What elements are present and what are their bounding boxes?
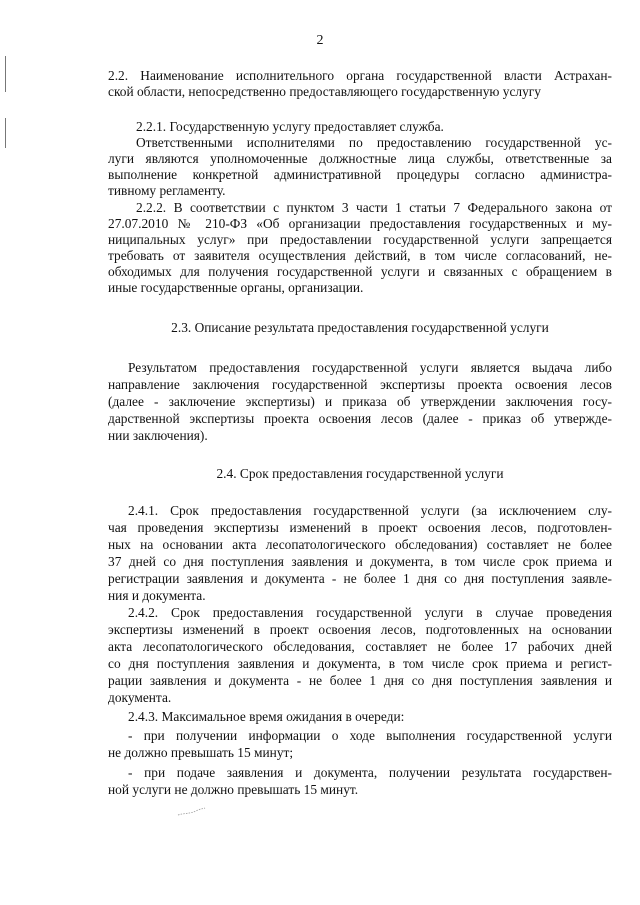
paragraph-line: экспертизы изменений в проект освоения лесов, подготовленных на основании bbox=[108, 622, 612, 637]
paragraph-line: рации заявления и документа - не более 1 дня со дня поступления заявления и bbox=[108, 673, 612, 688]
paragraph-line: ния и документа. bbox=[108, 588, 206, 603]
paragraph-line: - при получении информации о ходе выполнения государственной услуги bbox=[128, 728, 612, 743]
paragraph-line: нии заключения). bbox=[108, 428, 208, 443]
paragraph-line: ных на основании акта лесопатологического обследования) составляет не более bbox=[108, 537, 612, 552]
paragraph-line: (далее - заключение экспертизы) и приказа об утверждении заключения госу- bbox=[108, 394, 612, 409]
paragraph-line: ной услуги не должно превышать 15 минут. bbox=[108, 782, 359, 797]
paragraph-line: ниципальных услуг» при предоставлении государственной услуги запрещается bbox=[108, 232, 612, 247]
paragraph-line: 2.4.3. Максимальное время ожидания в очереди: bbox=[128, 709, 405, 724]
paragraph-line: дарственной экспертизы проекта освоения лесов (далее - приказ об утвержде- bbox=[108, 411, 612, 426]
paragraph-line: 2.2.2. В соответствии с пунктом 3 части 1 статьи 7 Федерального закона от bbox=[136, 200, 612, 215]
paragraph-line: тивному регламенту. bbox=[108, 183, 226, 198]
scan-smudge-mark bbox=[176, 806, 206, 818]
paragraph-line: акта лесопатологического обследования, составляет не более 17 рабочих дней bbox=[108, 639, 612, 654]
paragraph-line: луги являются уполномоченные должностные лица службы, ответственные за bbox=[108, 151, 612, 166]
paragraph-line: иные государственные органы, организации. bbox=[108, 280, 364, 295]
paragraph-line: выполнение конкретной административной процедуры согласно администра- bbox=[108, 167, 612, 182]
paragraph-line: 37 дней со дня поступления заявления и документа, в том числе срок приема и bbox=[108, 554, 612, 569]
section-heading: ской области, непосредственно предоставляющего государственную услугу bbox=[108, 84, 541, 99]
paragraph-line: не должно превышать 15 минут; bbox=[108, 745, 294, 760]
paragraph-line: регистрации заявления и документа - не более 1 дня со дня поступления заявле- bbox=[108, 571, 612, 586]
paragraph-line: 27.07.2010 № 210-ФЗ «Об организации предоставления государственных и му- bbox=[108, 216, 612, 231]
scan-margin-mark bbox=[5, 118, 6, 148]
paragraph-line: документа. bbox=[108, 690, 172, 705]
paragraph-line: Ответственными исполнителями по предоставлению государственной ус- bbox=[136, 135, 612, 150]
section-heading: 2.3. Описание результата предоставления государственной услуги bbox=[171, 320, 549, 335]
paragraph-line: 2.4.1. Срок предоставления государственной услуги (за исключением слу- bbox=[128, 503, 612, 518]
scan-margin-mark bbox=[5, 56, 6, 92]
paragraph-line: Результатом предоставления государственной услуги является выдача либо bbox=[128, 360, 612, 375]
paragraph-line: чая проведения экспертизы изменений в проект освоения лесов, подготовлен- bbox=[108, 520, 612, 535]
section-heading: 2.4. Срок предоставления государственной услуги bbox=[216, 466, 504, 481]
section-heading: 2.2. Наименование исполнительного органа государственной власти Астрахан- bbox=[108, 68, 612, 83]
paragraph-line: - при подаче заявления и документа, получении результата государствен- bbox=[128, 765, 612, 780]
paragraph-line: обходимых для получения государственной услуги и связанных с обращением в bbox=[108, 264, 612, 279]
paragraph-line: со дня поступления заявления и документа, в том числе срок приема и регист- bbox=[108, 656, 612, 671]
paragraph-line: направление заключения государственной экспертизы проекта освоения лесов bbox=[108, 377, 612, 392]
paragraph-line: требовать от заявителя осуществления действий, в том числе согласований, не- bbox=[108, 248, 612, 263]
paragraph-line: 2.2.1. Государственную услугу предоставляет служба. bbox=[136, 119, 444, 134]
page-number: 2 bbox=[316, 33, 324, 48]
paragraph-line: 2.4.2. Срок предоставления государственной услуги в случае проведения bbox=[128, 605, 612, 620]
